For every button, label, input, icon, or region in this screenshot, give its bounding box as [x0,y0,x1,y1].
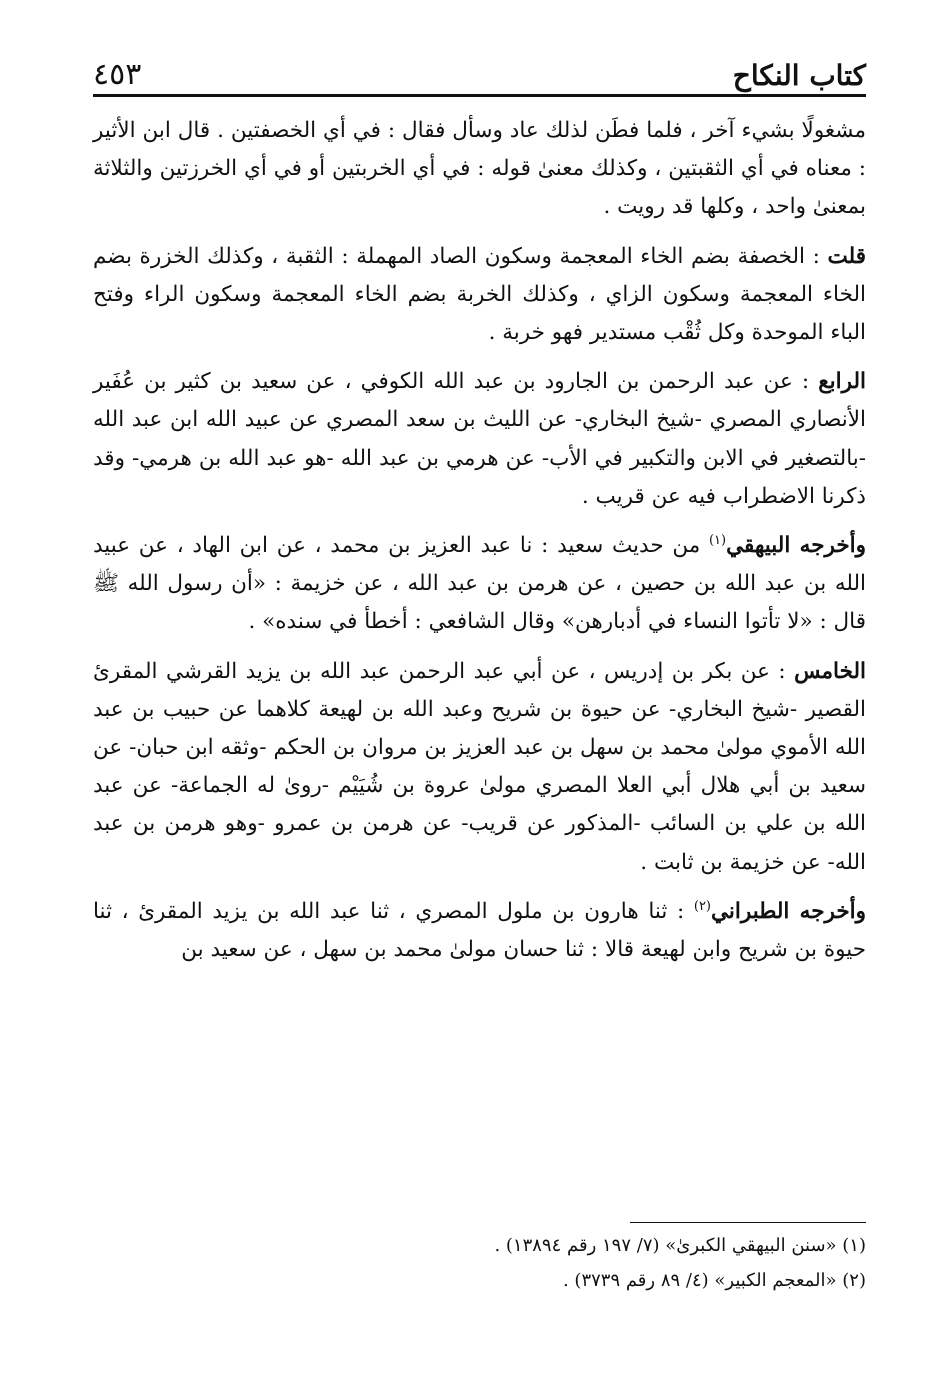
paragraph-lead: الخامس [794,658,866,684]
page-number: ٤٥٣ [93,57,142,92]
paragraph-lead: وأخرجه الطبراني [711,898,866,924]
footnote-marker[interactable]: (٢) [693,898,711,914]
running-title: كتاب النكاح [732,59,866,92]
paragraph-2 [93,238,866,353]
footnote-2: (٢) «المعجم الكبير» (٤/ ٨٩ رقم ٣٧٣٩) . [562,1270,866,1291]
footnote-marker[interactable]: (١) [708,532,727,548]
page-header [93,40,866,90]
paragraph-6 [93,893,866,969]
paragraph-lead: وأخرجه البيهقي [726,533,866,559]
paragraph-5 [93,653,866,882]
paragraph-text: : الخصفة بضم الخاء المعجمة وسكون الصاد المهملة : الثقبة ، وكذلك الخزرة بضم الخاء المعجمة وسكون الزاي ، وكذلك الخربة بضم الخاء المعجمة وسكون الراء وفتح الباء الموحدة وكل ثُقْب مستدير فهو خربة . [93,243,866,346]
paragraph-1 [93,112,866,227]
paragraph-4 [93,527,866,642]
paragraph-text: : ثنا هارون بن ملول المصري ، ثنا عبد الله بن يزيد المقرئ ، ثنا حيوة بن شريح وابن لهيعة قالا : ثنا حسان مولىٰ محمد بن سهل ، عن سعيد بن [93,898,866,963]
paragraph-text: مشغولًا بشيء آخر ، فلما فطَن لذلك عاد وسأل فقال : في أي الخصفتين . قال ابن الأثير : معناه في أي الثقبتين ، وكذلك معنىٰ قوله : في أي الخربتين أو في أي الخرزتين والثلاثة بمعنىٰ واحد ، وكلها قد رويت . [93,118,866,220]
paragraph-lead: الرابع [818,369,866,395]
footnote-1: (١) «سنن البيهقي الكبرىٰ» (٧/ ١٩٧ رقم ١٣٨٩٤) . [494,1235,866,1256]
paragraph-text: : عن عبد الرحمن بن الجارود بن عبد الله الكوفي ، عن سعيد بن كثير بن عُفَير الأنصاري المصري -شيخ البخاري- عن الليث بن سعد المصري عن عبيد الله ابن عبد الله -بالتصغير في الابن والتكبير في الأب- عن هرمي بن عبد الله -هو عبد الله بن هرمي- وقد ذكرنا الاضطراب فيه عن قريب . [93,369,866,509]
paragraph-text: من حديث سعيد : نا عبد العزيز بن محمد ، عن ابن الهاد ، عن عبيد الله بن عبد الله بن حصين ، عن هرمن بن عبد الله ، عن خزيمة : «أن رسول الله ﷺ قال : «لا تأتوا النساء في أدبارهن» وقال الشافعي : أخطأ في سنده» . [93,533,866,635]
paragraph-text: : عن بكر بن إدريس ، عن أبي عبد الرحمن عبد الله بن يزيد القرشي المقرئ القصير -شيخ البخاري- عن حيوة بن شريح وعبد الله بن لهيعة كلاهما عن حبيب بن عبد الله الأموي مولىٰ محمد بن سهل بن عبد العزيز بن مروان بن الحكم -وثقه ابن حبان- عن سعيد بن أبي هلال أبي العلا المصري مولىٰ عروة بن شُيَيْم -روىٰ له الجماعة- عن عبد الله بن علي بن السائب -المذكور عن قريب- عن هرمن بن عمرو -وهو هرمن بن عبد الله- عن خزيمة بن ثابت . [93,658,866,875]
footnote-rule [630,1222,866,1223]
page-body [93,112,866,980]
footnotes [93,1228,866,1298]
header-rule [93,94,866,97]
paragraph-3 [93,363,866,516]
paragraph-lead: قلت [827,243,866,269]
